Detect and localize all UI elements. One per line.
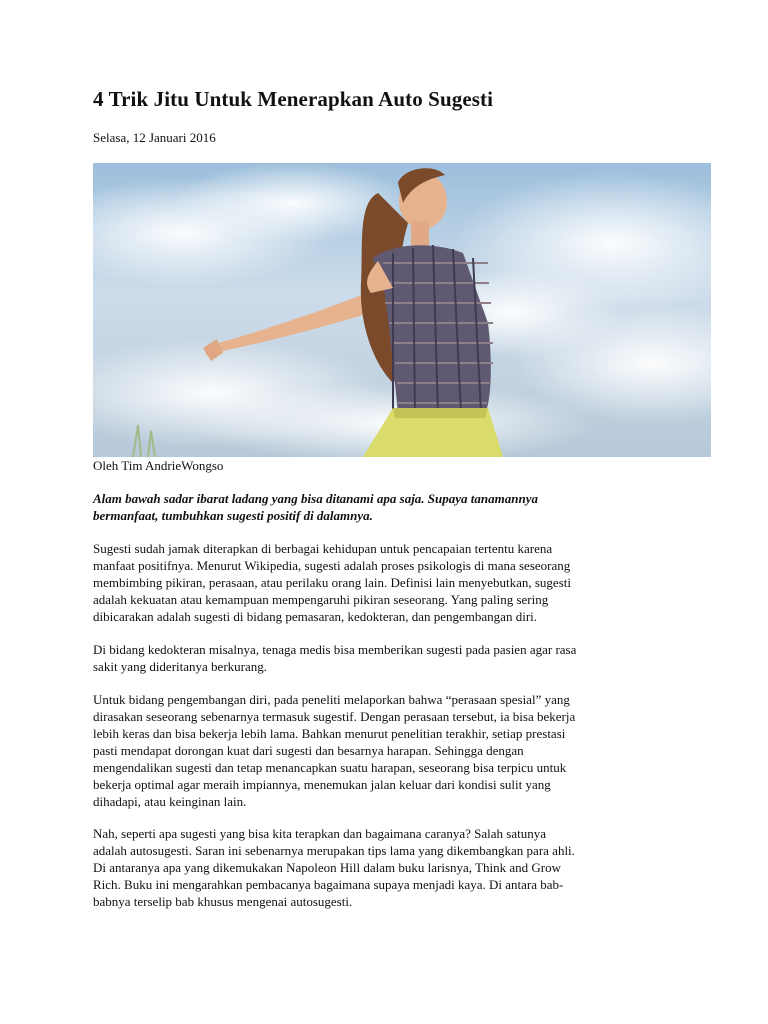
paragraph-line: babnya terselip bab khusus mengenai autosugesti. — [93, 894, 353, 909]
paragraph-line: dirasakan seseorang sebenarnya termasuk sugestif. Dengan perasaan tersebut, ia bisa bekerja — [93, 709, 576, 724]
paragraph-line: bekerja optimal agar meraih impiannya, menemukan jalan keluar dari kondisi sulit yang — [93, 777, 551, 792]
paragraph-1 — [93, 540, 683, 625]
paragraph-line: adalah kekuatan atau kemampuan mempengaruhi pikiran seseorang. Yang paling sering — [93, 592, 549, 607]
paragraph-line: adalah autosugesti. Saran ini sebenarnya merupakan tips lama yang dikembangkan para ahli. — [93, 843, 575, 858]
paragraph-line: Untuk bidang pengembangan diri, pada peneliti melaporkan bahwa “perasaan spesial” yang — [93, 692, 570, 707]
article-date: Selasa, 12 Januari 2016 — [93, 130, 216, 145]
paragraph-line: Di bidang kedokteran misalnya, tenaga medis bisa memberikan sugesti pada pasien agar rasa — [93, 642, 577, 657]
paragraph-line: Nah, seperti apa sugesti yang bisa kita terapkan dan bagaimana caranya? Salah satunya — [93, 826, 547, 841]
lead-line: Alam bawah sadar ibarat ladang yang bisa ditanami apa saja. Supaya tanamannya — [93, 491, 538, 506]
article-lead — [93, 490, 653, 524]
paragraph-line: dibicarakan adalah sugesti di bidang pemasaran, kedokteran, dan pengembangan diri. — [93, 609, 538, 624]
woman-in-sky-illustration — [93, 163, 711, 457]
paragraph-line: Rich. Buku ini mengarahkan pembacanya bagaimana supaya menjadi kaya. Di antara bab- — [93, 877, 564, 892]
paragraph-4 — [93, 825, 683, 910]
paragraph-line: lebih keras dan bisa bekerja lebih lama. Bahkan menurut penelitian terakhir, setiap prestasi — [93, 726, 566, 741]
paragraph-line: pasti mendapat dorongan kuat dari sugesti dan besarnya harapan. Sehingga dengan — [93, 743, 524, 758]
paragraph-line: manfaat positifnya. Menurut Wikipedia, sugesti adalah proses psikologis di mana seseorang — [93, 558, 571, 573]
paragraph-line: Di antaranya apa yang dikemukakan Napoleon Hill dalam buku larisnya, Think and Grow — [93, 860, 561, 875]
article-title: 4 Trik Jitu Untuk Menerapkan Auto Sugesti — [93, 87, 494, 111]
paragraph-line: membimbing pikiran, perasaan, atau perilaku orang lain. Definisi lain menyebutkan, sugesti — [93, 575, 571, 590]
paragraph-3 — [93, 691, 683, 810]
paragraph-line: Sugesti sudah jamak diterapkan di berbagai kehidupan untuk pencapaian tertentu karena — [93, 541, 553, 556]
paragraph-line: mengendalikan sugesti dan tetap menancapkan suatu harapan, seseorang bisa terpicu untuk — [93, 760, 567, 775]
article-author: Oleh Tim AndrieWongso — [93, 458, 224, 473]
paragraph-2 — [93, 641, 683, 675]
lead-line: bermanfaat, tumbuhkan sugesti positif di dalamnya. — [93, 508, 373, 523]
paragraph-line: sakit yang dideritanya berkurang. — [93, 659, 267, 674]
paragraph-line: dihadapi, atau keinginan lain. — [93, 794, 247, 809]
hero-image — [93, 163, 711, 457]
